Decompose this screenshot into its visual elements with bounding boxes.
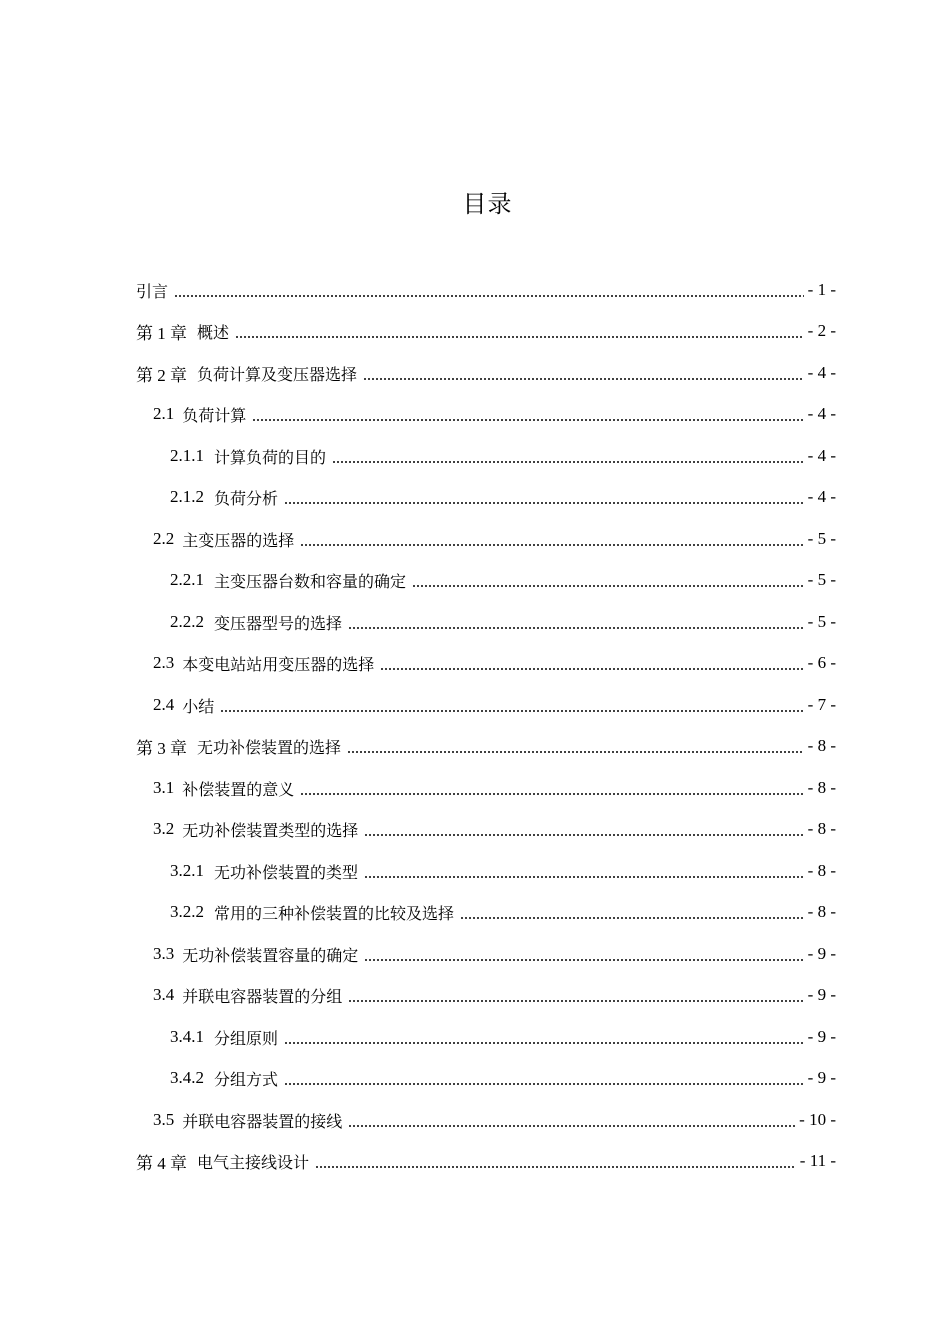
toc-dot-leader xyxy=(412,585,804,587)
toc-entry-number: 3.3 xyxy=(153,944,175,963)
toc-entry-label: 分组原则 xyxy=(214,1028,279,1048)
toc-entry-page: - 4 - xyxy=(807,404,836,423)
toc-entry-page: - 5 - xyxy=(807,529,836,548)
toc-entry[interactable] xyxy=(153,394,836,434)
toc-entry[interactable] xyxy=(153,1100,836,1140)
toc-entry-number: 2.3 xyxy=(153,653,175,672)
toc-entry-number: 3.1 xyxy=(153,778,175,797)
toc-entry[interactable] xyxy=(153,975,836,1015)
toc-entry[interactable] xyxy=(153,809,836,849)
toc-entry[interactable] xyxy=(170,1017,836,1057)
toc-dot-leader xyxy=(315,1166,796,1168)
toc-entry-label: 负荷分析 xyxy=(214,488,279,508)
toc-entry-page: - 8 - xyxy=(807,819,836,838)
toc-dot-leader xyxy=(363,378,804,380)
toc-entry-label: 并联电容器装置的接线 xyxy=(182,1111,343,1131)
toc-entry-label: 无功补偿装置的类型 xyxy=(214,862,359,882)
toc-dot-leader xyxy=(332,461,804,463)
toc-entry-label: 本变电站站用变压器的选择 xyxy=(182,654,375,674)
toc-entry-number: 2.2 xyxy=(153,529,175,548)
toc-entry[interactable] xyxy=(170,1058,836,1098)
toc-entry-page: - 9 - xyxy=(807,985,836,1004)
toc-dot-leader xyxy=(235,336,804,338)
toc-entry[interactable] xyxy=(136,353,836,393)
toc-dot-leader xyxy=(347,751,804,753)
toc-dot-leader xyxy=(284,502,804,504)
toc-entry-page: - 9 - xyxy=(807,1027,836,1046)
toc-entry[interactable] xyxy=(136,311,836,351)
toc-dot-leader xyxy=(380,668,803,670)
toc-entry-label: 无功补偿装置的选择 xyxy=(197,737,342,757)
toc-dot-leader xyxy=(460,917,804,919)
toc-entry-label: 负荷计算及变压器选择 xyxy=(197,364,358,384)
toc-entry-number: 3.2.2 xyxy=(170,902,204,921)
toc-dot-leader xyxy=(348,627,804,629)
toc-entry[interactable] xyxy=(170,851,836,891)
toc-entry-label: 补偿装置的意义 xyxy=(182,779,295,799)
toc-entry-number: 第 3 章 xyxy=(136,738,187,758)
toc-entry-number: 2.4 xyxy=(153,695,175,714)
toc-entry-label: 负荷计算 xyxy=(182,405,247,425)
toc-entry-number: 2.2.1 xyxy=(170,570,204,589)
toc-entry-number: 第 4 章 xyxy=(136,1153,187,1173)
toc-entry[interactable] xyxy=(170,477,836,517)
toc-entry-page: - 5 - xyxy=(807,570,836,589)
toc-entry-page: - 1 - xyxy=(807,280,836,299)
toc-dot-leader xyxy=(364,876,804,878)
toc-entry-page: - 5 - xyxy=(807,612,836,631)
toc-entry-label: 概述 xyxy=(197,322,230,342)
toc-dot-leader xyxy=(284,1042,804,1044)
toc-entry[interactable] xyxy=(170,436,836,476)
toc-entry-number: 3.4 xyxy=(153,985,175,1004)
toc-entry[interactable] xyxy=(136,270,836,310)
toc-entry[interactable] xyxy=(170,892,836,932)
toc-entry-page: - 8 - xyxy=(807,861,836,880)
toc-entry-page: - 9 - xyxy=(807,1068,836,1087)
toc-entry-number: 3.5 xyxy=(153,1110,175,1129)
toc-entry[interactable] xyxy=(153,768,836,808)
toc-entry-label: 分组方式 xyxy=(214,1069,279,1089)
toc-entry-number: 2.2.2 xyxy=(170,612,204,631)
toc-entry-label: 并联电容器装置的分组 xyxy=(182,986,343,1006)
toc-entry-number: 第 2 章 xyxy=(136,365,187,385)
toc-entry-page: - 4 - xyxy=(807,363,836,382)
toc-entry-label: 常用的三种补偿装置的比较及选择 xyxy=(214,903,455,923)
toc-entry[interactable] xyxy=(153,519,836,559)
toc-entry[interactable] xyxy=(153,643,836,683)
toc-entry-page: - 4 - xyxy=(807,487,836,506)
toc-entry-page: - 6 - xyxy=(807,653,836,672)
toc-entry-number: 2.1.2 xyxy=(170,487,204,506)
toc-entry-number: 3.4.1 xyxy=(170,1027,204,1046)
toc-entry-label: 计算负荷的目的 xyxy=(214,447,327,467)
toc-entry[interactable] xyxy=(170,560,836,600)
toc-entry-label: 主变压器的选择 xyxy=(182,530,295,550)
toc-entry-page: - 4 - xyxy=(807,446,836,465)
toc-dot-leader xyxy=(284,1083,804,1085)
toc-entry-page: - 8 - xyxy=(807,736,836,755)
toc-entry-page: - 8 - xyxy=(807,778,836,797)
toc-dot-leader xyxy=(348,1125,795,1127)
toc-entry-number: 3.4.2 xyxy=(170,1068,204,1087)
toc-entry-label: 无功补偿装置类型的选择 xyxy=(182,820,359,840)
toc-entry-number: 第 1 章 xyxy=(136,323,187,343)
toc-entry-label: 主变压器台数和容量的确定 xyxy=(214,571,407,591)
toc-entry-number: 2.1 xyxy=(153,404,175,423)
toc-entry-label: 引言 xyxy=(136,281,169,301)
toc-entry[interactable] xyxy=(170,602,836,642)
toc-dot-leader xyxy=(252,419,803,421)
toc-entry-page: - 11 - xyxy=(799,1151,836,1170)
toc-entry[interactable] xyxy=(136,1141,836,1181)
toc-dot-leader xyxy=(300,544,803,546)
toc-dot-leader xyxy=(364,834,803,836)
toc-entry[interactable] xyxy=(136,726,836,766)
toc-entry-page: - 9 - xyxy=(807,944,836,963)
toc-dot-leader xyxy=(300,793,803,795)
toc-title: 目录 xyxy=(462,190,513,218)
toc-entry-page: - 7 - xyxy=(807,695,836,714)
toc-entry-page: - 2 - xyxy=(807,321,836,340)
toc-entry-label: 电气主接线设计 xyxy=(197,1152,310,1172)
toc-dot-leader xyxy=(364,959,803,961)
toc-entry[interactable] xyxy=(153,934,836,974)
toc-entry-label: 无功补偿装置容量的确定 xyxy=(182,945,359,965)
toc-dot-leader xyxy=(220,710,803,712)
toc-entry-page: - 8 - xyxy=(807,902,836,921)
toc-entry-label: 变压器型号的选择 xyxy=(214,613,343,633)
toc-dot-leader xyxy=(348,1000,803,1002)
toc-entry[interactable] xyxy=(153,685,836,725)
toc-dot-leader xyxy=(174,295,804,297)
toc-entry-label: 小结 xyxy=(182,696,215,716)
toc-entry-number: 2.1.1 xyxy=(170,446,204,465)
toc-entry-page: - 10 - xyxy=(799,1110,836,1129)
toc-entry-number: 3.2 xyxy=(153,819,175,838)
toc-entry-number: 3.2.1 xyxy=(170,861,204,880)
